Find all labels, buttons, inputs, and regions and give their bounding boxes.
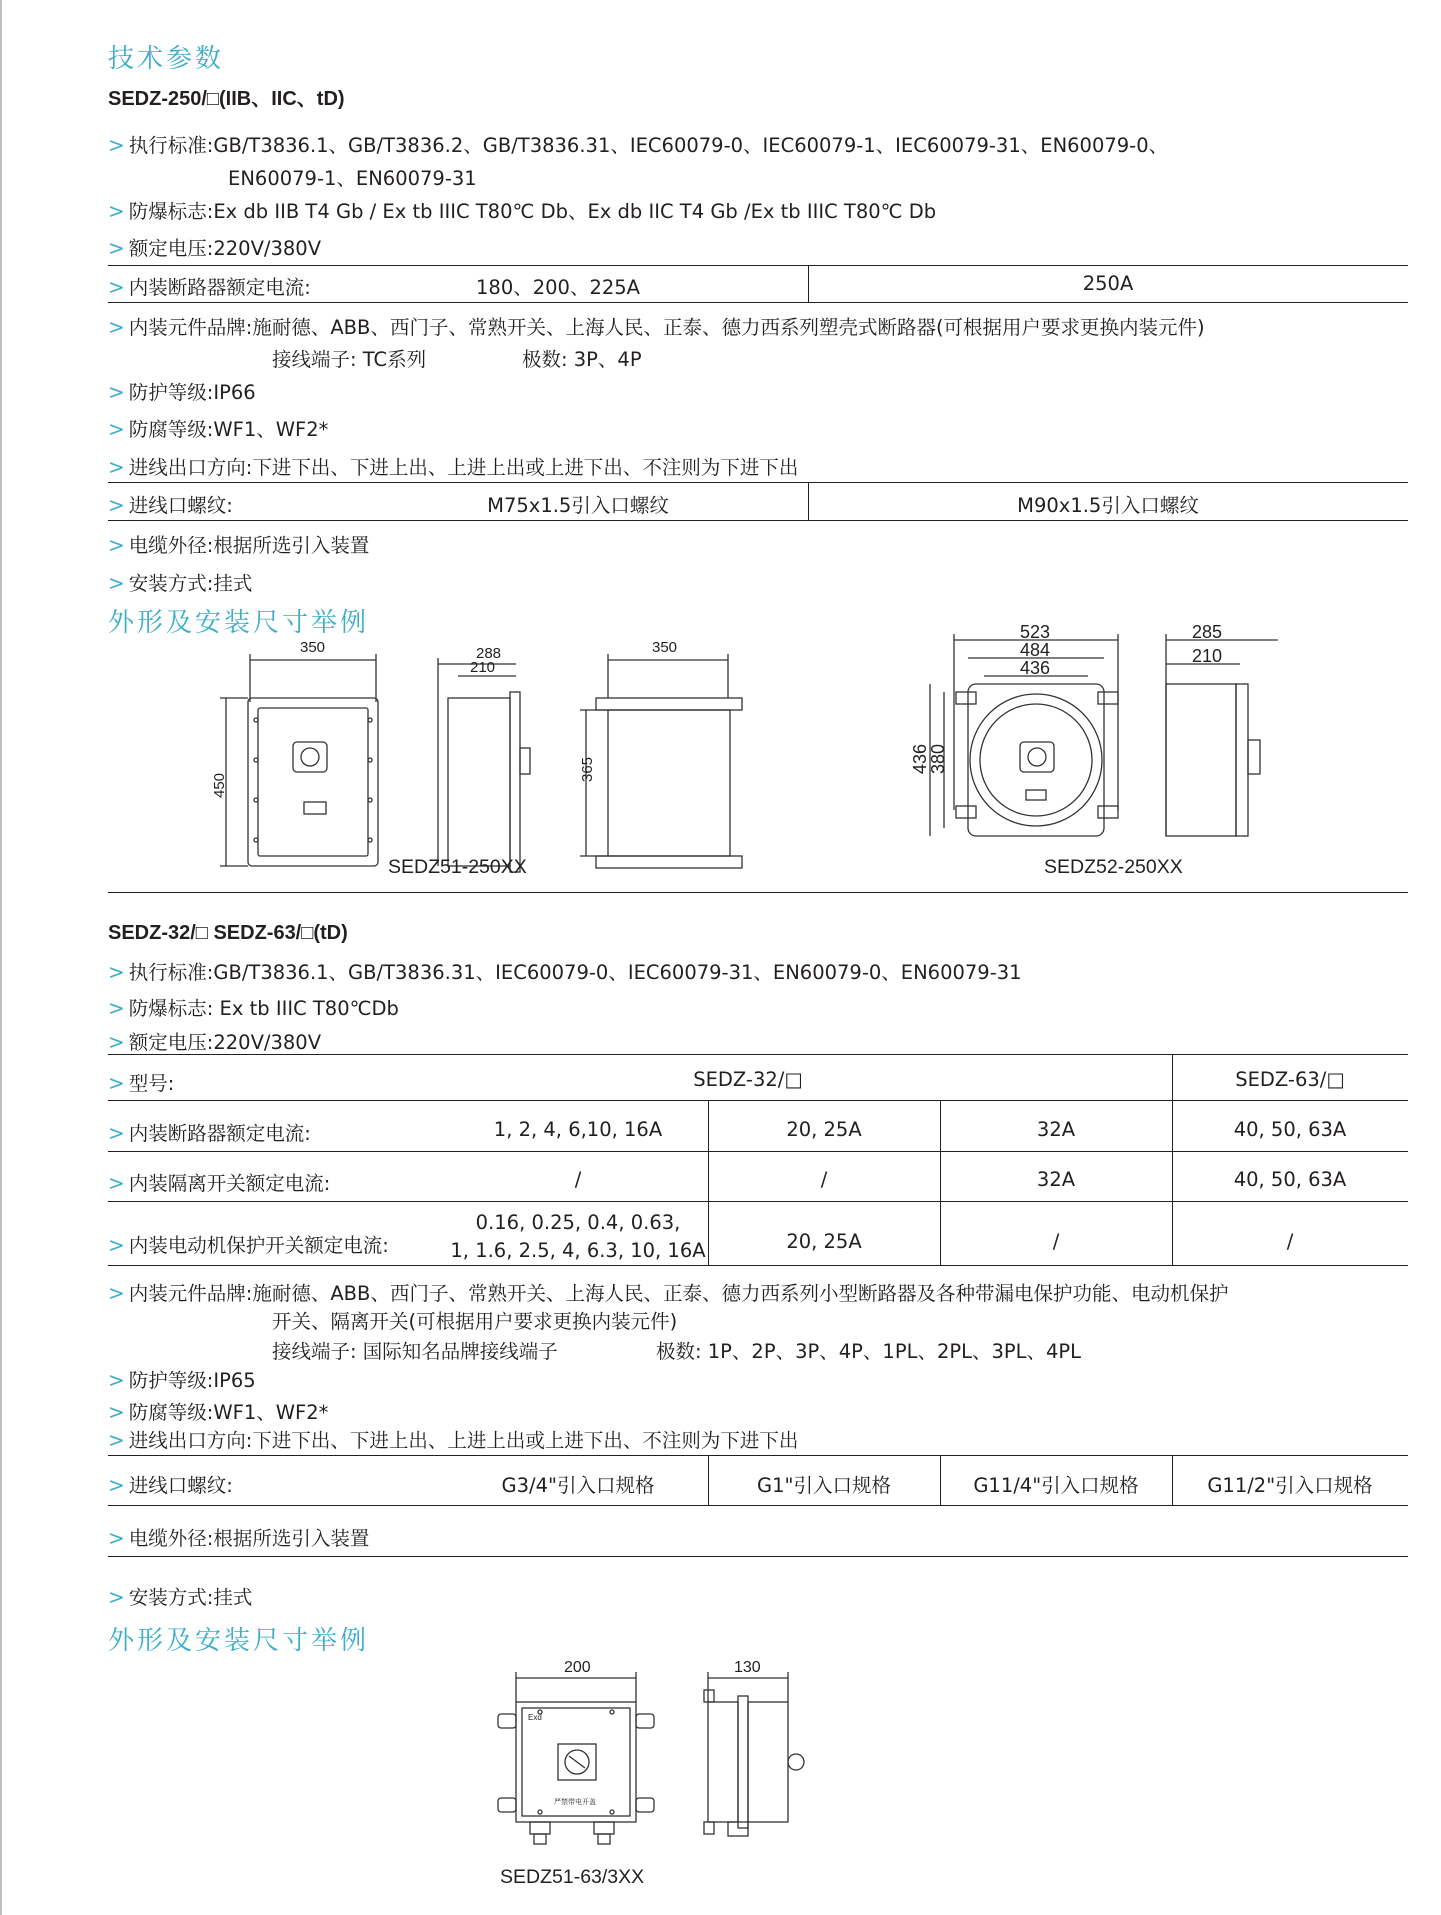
spec-anticorrosion-2 bbox=[108, 1397, 328, 1425]
dim-484: 484 bbox=[1020, 640, 1051, 660]
spec-label: 额定电压: bbox=[128, 1031, 214, 1054]
chevron-right-icon: > bbox=[108, 455, 125, 479]
spec-ip-2 bbox=[108, 1365, 256, 1393]
dim-350: 350 bbox=[300, 639, 326, 656]
table-cell: G3/4"引入口规格 bbox=[501, 1474, 655, 1497]
chevron-right-icon: > bbox=[108, 315, 125, 339]
spec-voltage bbox=[108, 233, 321, 261]
table-cell: / bbox=[574, 1168, 582, 1191]
dim-210b: 210 bbox=[1192, 646, 1223, 666]
model-title-sedz-250: SEDZ-250/□(IIB、IIC、tD) bbox=[108, 88, 345, 110]
dimension-labels-2 bbox=[528, 1659, 761, 1806]
spec-label: 进线口螺纹: bbox=[128, 1474, 233, 1497]
dim-200: 200 bbox=[564, 1659, 591, 1676]
spec-poles: 极数: 3P、4P bbox=[522, 348, 642, 371]
dim-450: 450 bbox=[211, 772, 228, 798]
table-cell: 250A bbox=[1082, 272, 1134, 295]
spec-label: 内装电动机保护开关额定电流: bbox=[128, 1234, 389, 1257]
spec-label: 型号: bbox=[128, 1072, 175, 1095]
table-rule bbox=[108, 302, 1408, 303]
dim-436-vert: 436 bbox=[910, 743, 930, 774]
chevron-right-icon: > bbox=[108, 493, 125, 517]
chevron-right-icon: > bbox=[108, 275, 125, 299]
page-edge-line bbox=[0, 0, 2, 1915]
table-cell-multiline bbox=[448, 1209, 708, 1265]
spec-value: 下进下出、下进上出、上进上出或上进下出、不注则为下进下出 bbox=[252, 456, 799, 479]
spec-value: 根据所选引入装置 bbox=[213, 534, 370, 557]
table-cell: 180、200、225A bbox=[476, 276, 640, 299]
chevron-right-icon: > bbox=[108, 1585, 125, 1609]
chevron-right-icon: > bbox=[108, 199, 125, 223]
spec-label: 安装方式: bbox=[128, 1586, 214, 1609]
table-rule bbox=[108, 482, 1408, 483]
drawing-caption-sedz51-63: SEDZ51-63/3XX bbox=[500, 1866, 645, 1888]
table-rule bbox=[108, 1151, 1408, 1152]
spec-value: WF1、WF2* bbox=[213, 418, 329, 441]
table-cell: / bbox=[1286, 1230, 1294, 1253]
spec-label: 防腐等级: bbox=[128, 1401, 214, 1424]
spec-label: 防爆标志: bbox=[128, 997, 214, 1020]
spec-install-2 bbox=[108, 1582, 252, 1610]
spec-value: IP65 bbox=[213, 1369, 256, 1392]
spec-ex-mark-2 bbox=[108, 993, 399, 1021]
dim-130: 130 bbox=[734, 1659, 761, 1676]
table-rule bbox=[108, 1265, 1408, 1266]
dim-285: 285 bbox=[1192, 622, 1223, 642]
chevron-right-icon: > bbox=[108, 996, 125, 1020]
spec-brand bbox=[108, 312, 1205, 340]
enclosure-front-view bbox=[220, 654, 378, 866]
spec-label: 防护等级: bbox=[128, 1369, 214, 1392]
spec-breaker-current bbox=[108, 272, 311, 300]
enclosure-small-front-view bbox=[498, 1672, 654, 1844]
spec-thread bbox=[108, 490, 233, 518]
spec-value: GB/T3836.1、GB/T3836.31、IEC60079-0、IEC60079-31、EN60079-0、EN60079-31 bbox=[213, 961, 1022, 984]
table-row-type bbox=[108, 1068, 174, 1096]
chevron-right-icon: > bbox=[108, 133, 125, 157]
chevron-right-icon: > bbox=[108, 571, 125, 595]
spec-value: 下进下出、下进上出、上进上出或上进下出、不注则为下进下出 bbox=[252, 1429, 799, 1452]
table-cell: SEDZ-32/□ bbox=[693, 1068, 803, 1091]
warning-label: 严禁带电开盖 bbox=[554, 1799, 596, 1806]
drawing-caption-sedz52: SEDZ52-250XX bbox=[1044, 856, 1183, 878]
dim-350b: 350 bbox=[652, 639, 678, 656]
spec-value: 施耐德、ABB、西门子、常熟开关、上海人民、正泰、德力西系列小型断路器及各种带漏电保护功能、电动机保护 bbox=[252, 1282, 1229, 1305]
dim-523: 523 bbox=[1020, 622, 1051, 642]
spec-anticorrosion bbox=[108, 414, 328, 442]
spec-label: 内装元件品牌: bbox=[128, 316, 253, 339]
spec-terminal-2: 接线端子: 国际知名品牌接线端子 bbox=[272, 1340, 558, 1363]
spec-terminal: 接线端子: TC系列 bbox=[272, 348, 427, 371]
spec-label: 内装隔离开关额定电流: bbox=[128, 1172, 331, 1195]
table-cell: 32A bbox=[1036, 1118, 1076, 1141]
chevron-right-icon: > bbox=[108, 1281, 125, 1305]
chevron-right-icon: > bbox=[108, 1473, 125, 1497]
spec-label: 进线出口方向: bbox=[128, 456, 253, 479]
chevron-right-icon: > bbox=[108, 1171, 125, 1195]
spec-label: 防护等级: bbox=[128, 381, 214, 404]
spec-value: GB/T3836.1、GB/T3836.2、GB/T3836.31、IEC60079-0、IEC60079-1、IEC60079-31、EN60079-0、 bbox=[213, 134, 1169, 157]
spec-label: 电缆外径: bbox=[128, 1527, 214, 1550]
spec-value: IP66 bbox=[213, 381, 256, 404]
spec-value: 220V/380V bbox=[213, 1031, 322, 1054]
chevron-right-icon: > bbox=[108, 960, 125, 984]
dim-436: 436 bbox=[1020, 658, 1051, 678]
table-rule bbox=[108, 1100, 1408, 1101]
table-cell: SEDZ-63/□ bbox=[1235, 1068, 1345, 1091]
spec-value: 施耐德、ABB、西门子、常熟开关、上海人民、正泰、德力西系列塑壳式断路器(可根据用户要求更换内装元件) bbox=[252, 316, 1205, 339]
drawing-caption-sedz51: SEDZ51-250XX bbox=[388, 856, 527, 878]
spec-label: 内装元件品牌: bbox=[128, 1282, 253, 1305]
chevron-right-icon: > bbox=[108, 1233, 125, 1257]
table-cell: 20, 25A bbox=[786, 1118, 862, 1141]
spec-brand-2 bbox=[108, 1278, 1228, 1306]
chevron-right-icon: > bbox=[108, 1030, 125, 1054]
chevron-right-icon: > bbox=[108, 1428, 125, 1452]
spec-value: Ex tb IIIC T80℃Db bbox=[213, 997, 399, 1020]
enclosure-small-side-view bbox=[704, 1672, 804, 1836]
cell-line: 0.16, 0.25, 0.4, 0.63, bbox=[475, 1211, 681, 1234]
spec-label: 进线出口方向: bbox=[128, 1429, 253, 1452]
section-divider bbox=[108, 892, 1408, 893]
table-row-breaker bbox=[108, 1118, 311, 1146]
dim-380: 380 bbox=[928, 743, 948, 774]
table-rule bbox=[108, 1054, 1408, 1055]
model-title-sedz-32-63: SEDZ-32/□ SEDZ-63/□(tD) bbox=[108, 922, 348, 944]
chevron-right-icon: > bbox=[108, 1368, 125, 1392]
spec-label: 执行标准: bbox=[128, 134, 214, 157]
dim-210: 210 bbox=[470, 659, 496, 676]
spec-value: Ex db IIB T4 Gb / Ex tb IIIC T80℃ Db、Ex db IIC T4 Gb /Ex tb IIIC T80℃ Db bbox=[213, 200, 937, 223]
table-cell: G1"引入口规格 bbox=[757, 1474, 891, 1497]
spec-standard bbox=[108, 130, 1168, 158]
spec-value: 220V/380V bbox=[213, 237, 322, 260]
chevron-right-icon: > bbox=[108, 1400, 125, 1424]
chevron-right-icon: > bbox=[108, 417, 125, 441]
spec-entry-direction bbox=[108, 452, 798, 480]
spec-poles-2: 极数: 1P、2P、3P、4P、1PL、2PL、3PL、4PL bbox=[656, 1340, 1082, 1363]
section-heading-dimensions-2: 外形及安装尺寸举例 bbox=[108, 1626, 370, 1656]
table-rule bbox=[108, 1505, 1408, 1506]
dimension-drawings-63 bbox=[108, 1650, 1408, 1870]
spec-brand-2-cont: 开关、隔离开关(可根据用户要求更换内装元件) bbox=[272, 1310, 678, 1333]
spec-value: 根据所选引入装置 bbox=[213, 1527, 370, 1550]
table-cell: 32A bbox=[1036, 1168, 1076, 1191]
dim-365: 365 bbox=[579, 756, 596, 782]
table-cell: 20, 25A bbox=[786, 1230, 862, 1253]
table-cell: M75x1.5引入口螺纹 bbox=[487, 494, 669, 517]
spec-cable bbox=[108, 530, 369, 558]
table-row-motor bbox=[108, 1230, 389, 1258]
section-heading-dimensions: 外形及安装尺寸举例 bbox=[108, 608, 370, 638]
spec-entry-direction-2 bbox=[108, 1425, 798, 1453]
table-rule bbox=[108, 1201, 1408, 1202]
table-cell: 40, 50, 63A bbox=[1233, 1168, 1347, 1191]
table-cell: / bbox=[1052, 1230, 1060, 1253]
chevron-right-icon: > bbox=[108, 1121, 125, 1145]
spec-value: 挂式 bbox=[213, 572, 253, 595]
table-cell: G11/2"引入口规格 bbox=[1207, 1474, 1373, 1497]
cell-line: 1, 1.6, 2.5, 4, 6.3, 10, 16A bbox=[450, 1239, 706, 1262]
table-row-isolator bbox=[108, 1168, 330, 1196]
spec-label: 电缆外径: bbox=[128, 534, 214, 557]
spec-value: WF1、WF2* bbox=[213, 1401, 329, 1424]
spec-standard-cont: EN60079-1、EN60079-31 bbox=[228, 167, 477, 190]
table-cell: M90x1.5引入口螺纹 bbox=[1017, 494, 1199, 517]
spec-value: 挂式 bbox=[213, 1586, 253, 1609]
spec-cable-2 bbox=[108, 1523, 369, 1551]
enclosure-side-view bbox=[438, 658, 530, 872]
exd-mark: Exd bbox=[528, 1713, 542, 1722]
chevron-right-icon: > bbox=[108, 380, 125, 404]
table-rule bbox=[108, 520, 1408, 521]
section-heading-tech-params: 技术参数 bbox=[108, 44, 225, 74]
spec-ip bbox=[108, 377, 256, 405]
table-cell: G11/4"引入口规格 bbox=[973, 1474, 1139, 1497]
table-cell: / bbox=[820, 1168, 828, 1191]
spec-label: 安装方式: bbox=[128, 572, 214, 595]
spec-label: 额定电压: bbox=[128, 237, 214, 260]
table-rule bbox=[108, 265, 1408, 266]
dim-288: 288 bbox=[476, 645, 502, 662]
table-cell: 40, 50, 63A bbox=[1233, 1118, 1347, 1141]
chevron-right-icon: > bbox=[108, 533, 125, 557]
table-row-thread bbox=[108, 1470, 233, 1498]
spec-label: 内装断路器额定电流: bbox=[128, 276, 311, 299]
enclosure-back-view bbox=[580, 654, 742, 868]
table-rule bbox=[108, 1556, 1408, 1557]
chevron-right-icon: > bbox=[108, 1071, 125, 1095]
spec-install bbox=[108, 568, 252, 596]
spec-standard-2 bbox=[108, 957, 1022, 985]
spec-label: 防爆标志: bbox=[128, 200, 214, 223]
spec-voltage-2 bbox=[108, 1027, 321, 1055]
chevron-right-icon: > bbox=[108, 236, 125, 260]
spec-label: 进线口螺纹: bbox=[128, 494, 233, 517]
spec-label: 执行标准: bbox=[128, 961, 214, 984]
chevron-right-icon: > bbox=[108, 1526, 125, 1550]
spec-label: 内装断路器额定电流: bbox=[128, 1122, 311, 1145]
spec-ex-mark bbox=[108, 196, 936, 224]
spec-label: 防腐等级: bbox=[128, 418, 214, 441]
table-cell: 1, 2, 4, 6,10, 16A bbox=[493, 1118, 663, 1141]
table-rule bbox=[108, 1455, 1408, 1456]
